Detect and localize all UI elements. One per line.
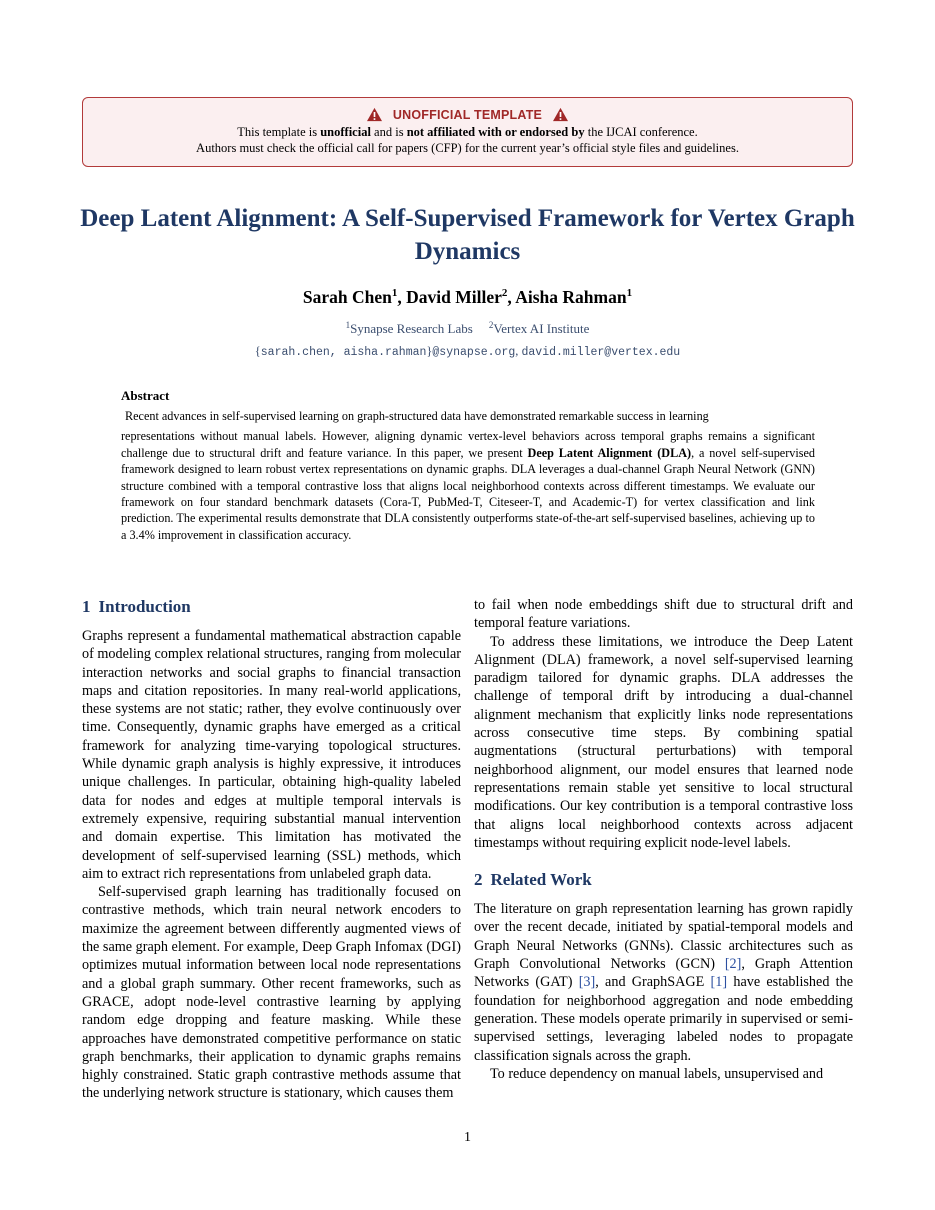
continued-text: to fail when node embeddings shift due to structural drift and temporal feature variations. (474, 597, 853, 632)
abstract-first-line: Recent advances in self-supervised learning on graph-structured data have demonstrated remarkable success in learning (125, 409, 709, 424)
related-text: , and GraphSAGE (595, 974, 711, 991)
paper-title: Deep Latent Alignment: A Self-Supervised Framework for Vertex Graph Dynamics (80, 205, 855, 265)
author-name: David Miller (406, 287, 502, 307)
section-number: 2 (474, 870, 483, 890)
author-name: Sarah Chen (302, 287, 392, 307)
section-heading-introduction (82, 596, 461, 618)
notice-title: UNOFFICIAL TEMPLATE (392, 107, 543, 122)
notice-text: the IJCAI conference. (584, 125, 698, 139)
related-text: , Graph Attention Networks (GAT) (474, 956, 853, 991)
section-title: Related Work (490, 870, 592, 890)
affiliations (0, 320, 935, 337)
abstract-body (121, 405, 815, 543)
section-number: 1 (82, 597, 91, 616)
email-brace: { (254, 344, 261, 358)
notice-text: This template is (237, 125, 321, 139)
page-number: 1 (464, 1130, 471, 1145)
introduction-paragraph: Self-supervised graph learning has traditionally focused on contrastive methods, which train neural network encoders to maximize the agreement between differently augmented views of the same graph element. For example, Deep Graph Infomax (DGI) optimizes mutual information between local node representations and a global graph summary. Other recent frameworks, such as GRACE, adopt node-level contrastive learning by applying random edge dropping and feature masking. While these approaches have demonstrated competitive performance on static graph benchmarks, their application to dynamic graphs remains highly constrained. Static graph contrastive methods assume that the underlying network structure is stationary, which causes them (82, 884, 461, 1102)
email-address: david.miller@vertex.edu (521, 346, 681, 359)
author-affiliation-mark: 1 (626, 287, 633, 299)
email-local-parts: sarah.chen, aisha.rahman (260, 346, 427, 359)
introduction-paragraph: Graphs represent a fundamental mathematical abstraction capable of modeling complex relational structures, ranging from molecular interaction networks and social graphs to financial transaction maps and citation repositories. In many real-world applications, these systems are not static; rather, they evolve continuously over time. Consequently, dynamic graphs have emerged as a critical framework for analyzing time-varying topological structures. While dynamic graph analysis is highly expressive, it introduces unique challenges. In particular, obtaining high-quality labeled data for nodes and edges at multiple temporal intervals is extremely expensive, requiring substantial manual intervention and domain expertise. This limitation has motivated the development of self-supervised learning (SSL) methods, which aim to extract rich representations from unlabeled graph data. (82, 628, 462, 882)
notice-emphasis: unofficial (320, 125, 371, 139)
unofficial-template-notice (82, 97, 853, 167)
related-work-paragraph: To reduce dependency on manual labels, unsupervised and (490, 1065, 824, 1082)
email-separator: , (515, 344, 522, 358)
section-title: Introduction (98, 597, 191, 616)
affiliation-name: Vertex AI Institute (493, 321, 590, 336)
abstract-heading: Abstract (121, 388, 170, 403)
related-work-paragraph (474, 900, 853, 1065)
affiliation-mark: 1 (345, 320, 351, 330)
author-separator: , (507, 287, 516, 307)
author-emails (0, 344, 935, 359)
notice-emphasis: not affiliated with or endorsed by (406, 125, 585, 139)
related-text: have established the foundation for neighborhood aggregation and node embedding generation. These models operate primarily in supervised or semi-supervised settings, leveraging labeled nodes to propagate classification signals across the graph. (474, 974, 853, 1064)
author-name: Aisha Rahman (515, 287, 627, 307)
affiliation-mark: 2 (488, 320, 494, 330)
email-brace: } (426, 344, 433, 358)
author-affiliation-mark: 1 (391, 287, 398, 299)
notice-title-row (83, 107, 852, 122)
introduction-paragraph: To address these limitations, we introduce the Deep Latent Alignment (DLA) framework, a novel self-supervised learning paradigm tailored for dynamic graphs. DLA addresses the challenge of temporal drift by introducing a dual-channel alignment mechanism that explicitly links node representations across consecutive time steps. By combining spatial augmentations (structural perturbations) with temporal neighborhood alignment, our model ensures that learned node representations remain stable yet sensitive to local structural modifications. Our key contribution is a temporal contrastive loss that aligns local neighborhood contexts across adjacent timestamps without requiring explicit node-level labels. (474, 633, 853, 851)
warning-triangle-icon (366, 107, 383, 122)
author-list (0, 287, 935, 308)
warning-triangle-icon (552, 107, 569, 122)
abstract (121, 388, 815, 543)
introduction-paragraph-continued (474, 596, 853, 633)
notice-cfp-line: Authors must check the official call for papers (CFP) for the current year’s official style files and guidelines. (196, 141, 739, 155)
author-affiliation-mark: 2 (501, 287, 508, 299)
left-column (82, 596, 461, 1103)
abstract-text: representations without manual labels. However, aligning dynamic vertex-level behaviors across temporal graphs remains a significant challenge due to structural drift and feature variance. In this paper, we present (121, 429, 815, 460)
notice-disclaimer-line (83, 124, 852, 140)
affiliation-name: Synapse Research Labs (350, 321, 473, 336)
abstract-text: , a novel self-supervised framework designed to learn robust vertex representations on dynamic graphs. DLA leverages a dual-channel Graph Neural Network (GNN) structure combined with a temporal contrastive loss that aligns local neighborhood contexts across different timestamps. We evaluate our framework on four standard benchmark datasets (Cora-T, PubMed-T, Citeseer-T, and Academic-T) for vertex classification and link prediction. The experimental results demonstrate that DLA consistently outperforms state-of-the-art self-supervised baselines, achieving up to a 3.4% improvement in classification accuracy. (121, 445, 815, 542)
notice-text: and is (370, 125, 407, 139)
citation-link[interactable]: [3] (578, 974, 596, 991)
section-heading-related-work (474, 869, 853, 891)
right-column (474, 596, 853, 1083)
email-domain: @synapse.org (432, 346, 516, 359)
abstract-method-name: Deep Latent Alignment (DLA) (527, 445, 692, 460)
related-text: The literature on graph representation learning has grown rapidly over the recent decade, initiated by spatial-temporal models and Graph Neural Networks (GNNs). Classic architectures such as Graph Convolutional Networks (GCN) (474, 901, 853, 973)
citation-link[interactable]: [1] (710, 974, 728, 991)
citation-link[interactable]: [2] (724, 956, 742, 973)
author-separator: , (397, 287, 407, 307)
